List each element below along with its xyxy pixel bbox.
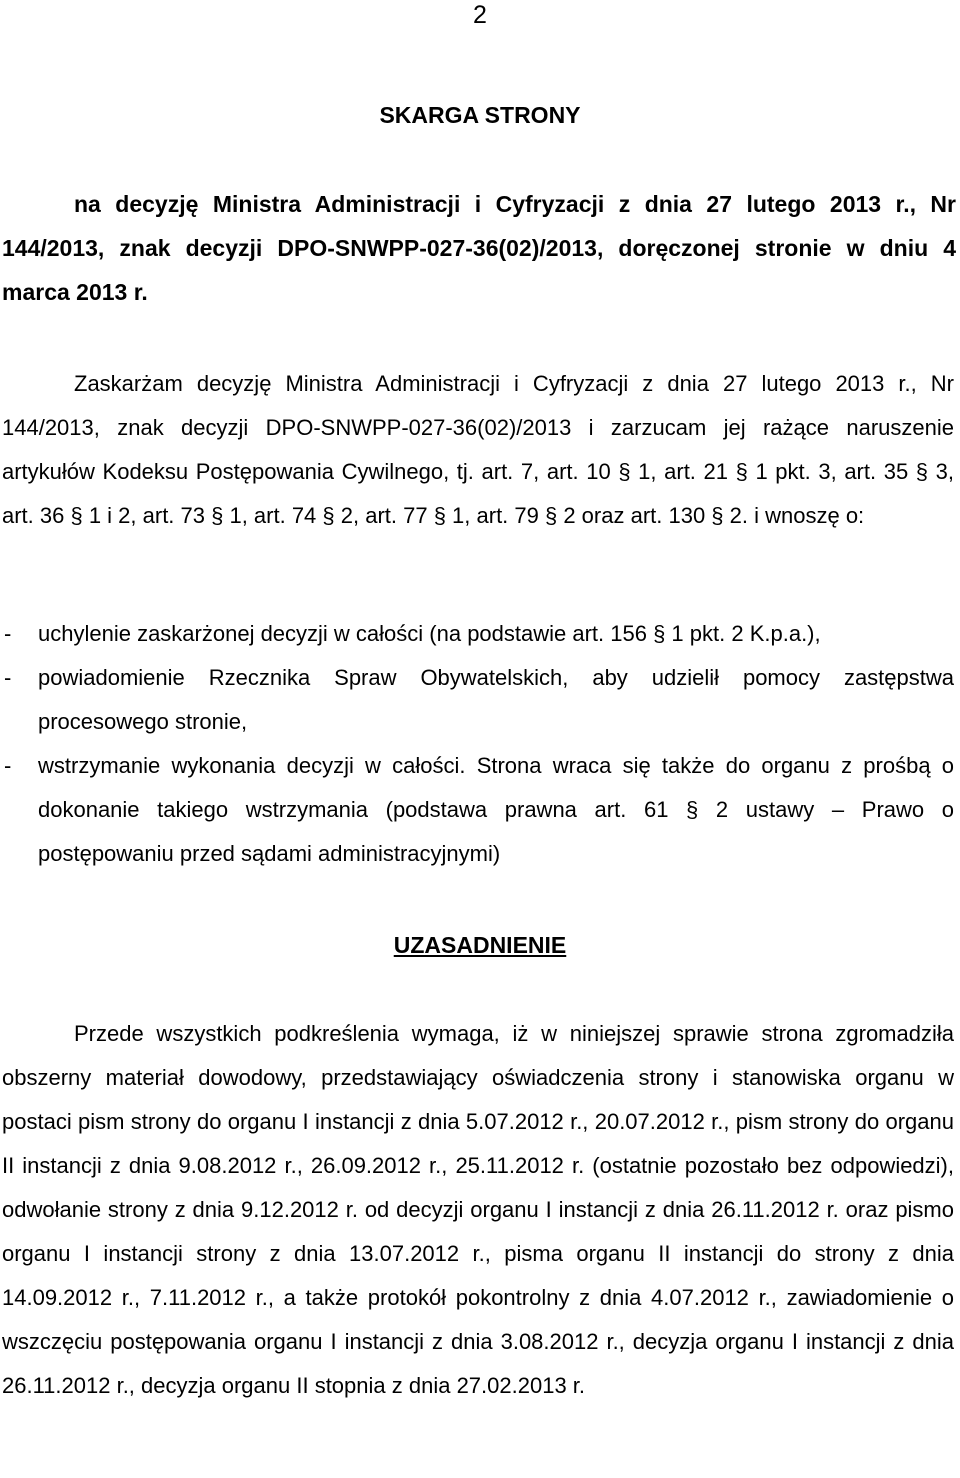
justification-paragraph — [2, 1012, 954, 1408]
intro-paragraph — [2, 362, 954, 538]
page-number: 2 — [473, 1, 487, 29]
document-subtitle — [2, 182, 956, 314]
justification-text: Przede wszystkich podkreślenia wymaga, iż w niniejszej sprawie strona zgromadziła obszerny materiał dowodowy, przedstawiający oświadczenia strony i stanowiska organu w postaci pism strony do organu I instancji z dnia 5.07.2012 r., 20.07.2012 r., pism strony do organu II instancji z dnia 9.08.2012 r., 26.09.2012 r., 25.11.2012 r. (ostatnie pozostało bez odpowiedzi), odwołanie strony z dnia 9.12.2012 r. od decyzji organu I instancji z dnia 26.11.2012 r. oraz pismo organu I instancji strony z dnia 13.07.2012 r., pisma organu II instancji do strony z dnia 14.09.2012 r., 7.11.2012 r., a także protokół pokontrolny z dnia 4.07.2012 r., zawiadomienie o wszczęciu postępowania organu I instancji z dnia 3.08.2012 r., decyzja organu I instancji z dnia 26.11.2012 r., decyzja organu II stopnia z dnia 27.02.2013 r. — [2, 1021, 954, 1398]
intro-text: Zaskarżam decyzję Ministra Administracji i Cyfryzacji z dnia 27 lutego 2013 r., Nr 144/2013, znak decyzji DPO-SNWPP-027-36(02)/2013 i zarzucam jej rażące naruszenie artykułów Kodeksu Postępowania Cywilnego, tj. art. 7, art. 10 § 1, art. 21 § 1 pkt. 3, art. 35 § 3, art. 36 § 1 i 2, art. 73 § 1, art. 74 § 2, art. 77 § 1, art. 79 § 2 oraz art. 130 § 2. i wnoszę o: — [2, 371, 954, 528]
heading-text: UZASADNIENIE — [393, 932, 567, 958]
request-text: powiadomienie Rzecznika Spraw Obywatelskich, aby udzielił pomocy zastępstwa procesowego stronie, — [38, 665, 954, 734]
list-item — [2, 612, 954, 656]
list-marker: - — [4, 621, 12, 646]
list-item — [2, 744, 954, 876]
list-marker: - — [4, 665, 12, 690]
request-text: uchylenie zaskarżonej decyzji w całości (na podstawie art. 156 § 1 pkt. 2 K.p.a.), — [38, 621, 821, 646]
subtitle-text: na decyzję Ministra Administracji i Cyfryzacji z dnia 27 lutego 2013 r., Nr 144/2013, znak decyzji DPO-SNWPP-027-36(02)/2013, doręczonej stronie w dniu 4 marca 2013 r. — [2, 191, 956, 305]
list-item — [2, 656, 954, 744]
list-marker: - — [4, 753, 12, 778]
document-title: SKARGA STRONY — [379, 102, 581, 128]
justification-heading — [0, 928, 960, 962]
requests-list — [2, 612, 954, 876]
request-text: wstrzymanie wykonania decyzji w całości. Strona wraca się także do organu z prośbą o dokonanie takiego wstrzymania (podstawa prawna art. 61 § 2 ustawy – Prawo o postępowaniu przed sądami administracyjnymi) — [38, 753, 954, 866]
